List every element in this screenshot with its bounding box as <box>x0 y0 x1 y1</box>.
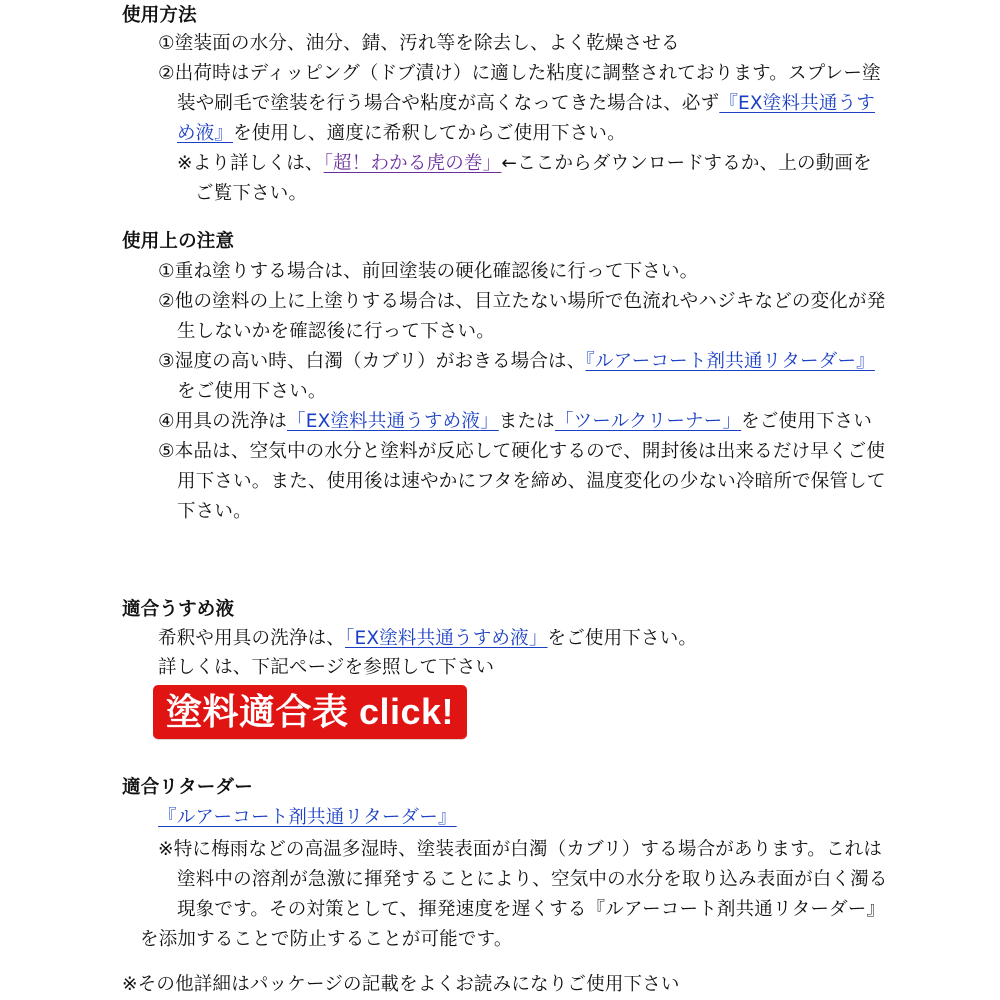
usage-item-2-line-2-text: 装や刷毛で塗装を行う場合や粘度が高くなってきた場合は、必ず <box>177 93 720 114</box>
caution-3-line-2: をご使用下さい。 <box>177 381 327 402</box>
thinner-line-1-suffix: をご使用下さい。 <box>547 628 698 649</box>
usage-note-suffix: ←ここからダウンロードするか、上の動画を <box>501 153 872 174</box>
caution-5-line-1: ⑤本品は、空気中の水分と塗料が反応して硬化するので、開封後は出来るだけ早くご使 <box>158 441 886 462</box>
caution-4-prefix: ④用具の洗浄は <box>158 411 287 432</box>
tora-no-maki-link[interactable]: 「超！わかる虎の巻」 <box>323 153 502 174</box>
usage-item-2-line-3-text: を使用し、適度に希釈してからご使用下さい。 <box>233 123 626 144</box>
retarder-link-caution[interactable]: 『ルアーコート剤共通リターダー』 <box>585 351 875 372</box>
caution-4 <box>158 409 872 435</box>
ex-thinner-link-compatible[interactable]: 「EX塗料共通うすめ液」 <box>345 628 548 649</box>
footer-note: ※その他詳細はパッケージの記載をよくお読みになりご使用下さい <box>122 974 680 995</box>
usage-item-2-line-1: ②出荷時はディッピング（ドブ漬け）に適した粘度に調整されております。スプレー塗 <box>158 63 881 84</box>
usage-note-prefix: ※より詳しくは、 <box>177 153 324 174</box>
ex-thinner-link-caution[interactable]: 「EX塗料共通うすめ液」 <box>287 411 499 432</box>
retarder-link[interactable]: 『ルアーコート剤共通リターダー』 <box>158 807 457 828</box>
usage-item-1: ①塗装面の水分、油分、錆、汚れ等を除去し、よく乾燥させる <box>158 33 680 54</box>
retarder-note-line-2: 塗料中の溶剤が急激に揮発することにより、空気中の水分を取り込み表面が白く濁る <box>177 869 888 890</box>
retarder-heading: 適合リターダー <box>122 777 253 798</box>
caution-4-mid: または <box>498 411 555 432</box>
caution-2-line-1: ②他の塗料の上に上塗りする場合は、目立たない場所で色流れやハジキなどの変化が発 <box>158 291 886 312</box>
usage-note-line-2: ご覧下さい。 <box>195 183 308 204</box>
usage-item-2-line-3 <box>177 121 626 147</box>
usage-heading: 使用方法 <box>122 5 197 26</box>
caution-5-line-2: 用下さい。また、使用後は速やかにフタを締め、温度変化の少ない冷暗所で保管して <box>177 471 886 492</box>
retarder-note-line-4: を添加することで防止することが可能です。 <box>140 929 513 950</box>
paint-compatibility-table-button[interactable]: 塗料適合表 click! <box>153 685 467 739</box>
ex-thinner-link[interactable]: 『EX塗料共通うす <box>719 93 875 114</box>
retarder-note-line-1: ※特に梅雨などの高温多湿時、塗装表面が白濁（カブリ）する場合があります。これは <box>158 839 883 860</box>
caution-3-text: ③湿度の高い時、白濁（カブリ）がおきる場合は、 <box>158 351 586 372</box>
tool-cleaner-link[interactable]: 「ツールクリーナー」 <box>554 411 742 432</box>
caution-3-line-1 <box>158 349 875 375</box>
caution-4-suffix: をご使用下さい <box>741 411 873 432</box>
retarder-note-line-3: 現象です。その対策として、揮発速度を遅くする『ルアーコート剤共通リターダー』 <box>177 899 886 920</box>
caution-1: ①重ね塗りする場合は、前回塗装の硬化確認後に行って下さい。 <box>158 261 699 282</box>
retarder-link-line <box>158 805 457 831</box>
thinner-heading: 適合うすめ液 <box>122 599 235 620</box>
caution-5-line-3: 下さい。 <box>177 501 252 522</box>
usage-note-line-1 <box>177 151 872 177</box>
thinner-line-1-prefix: 希釈や用具の洗浄は、 <box>158 628 346 649</box>
caution-2-line-2: 生しないかを確認後に行って下さい。 <box>177 321 495 342</box>
ex-thinner-link-continued[interactable]: め液』 <box>177 123 234 144</box>
cautions-heading: 使用上の注意 <box>122 231 235 252</box>
usage-item-2-line-2 <box>177 91 875 117</box>
thinner-line-2: 詳しくは、下記ページを参照して下さい <box>158 657 495 678</box>
thinner-line-1 <box>158 626 697 652</box>
